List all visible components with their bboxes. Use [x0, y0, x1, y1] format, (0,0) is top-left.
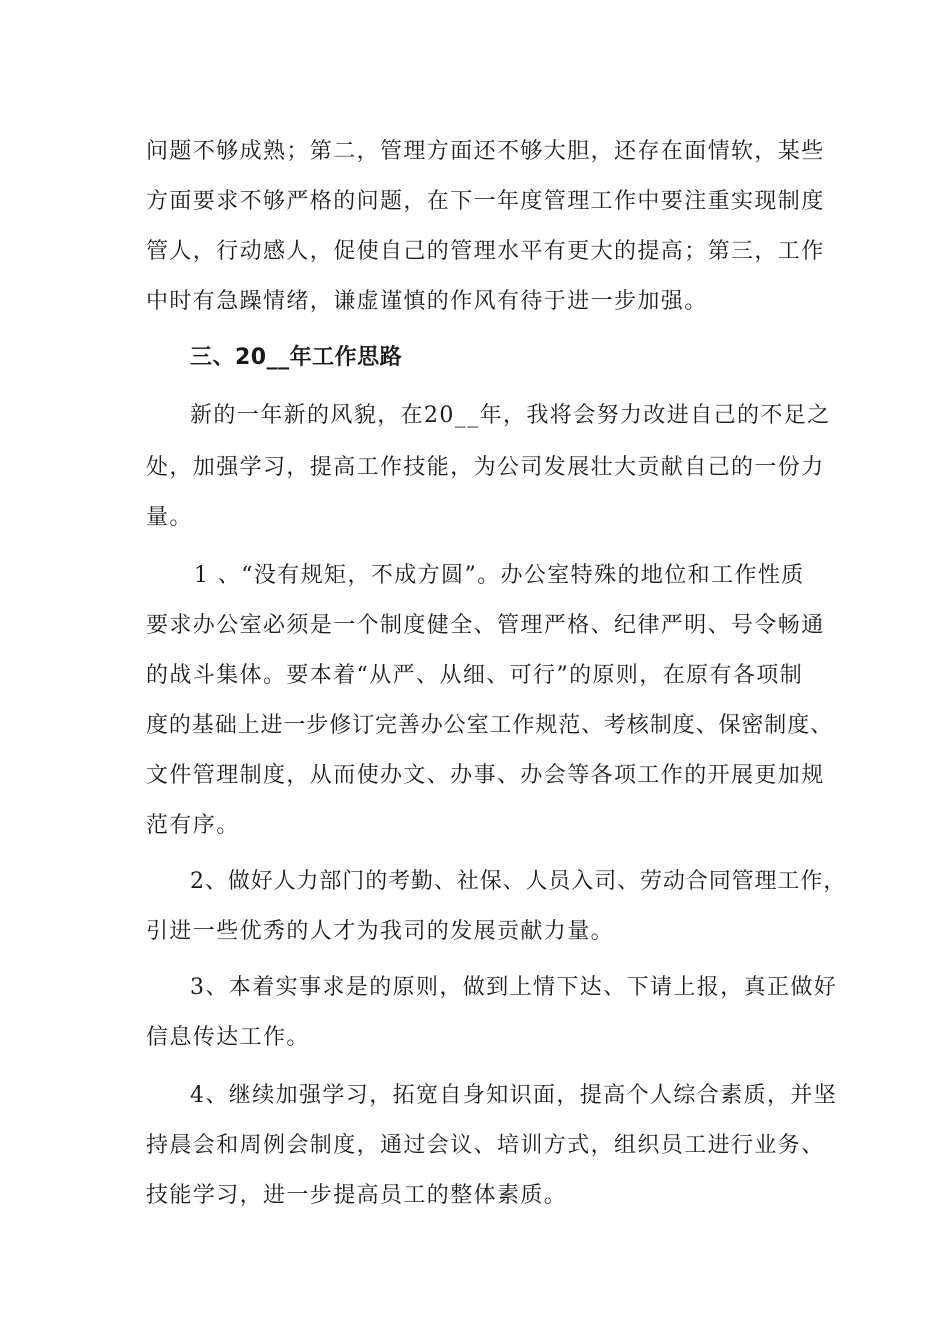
- paragraph-line: 引进一些优秀的人才为我司的发展贡献力量。: [146, 919, 615, 944]
- paragraph-line: 新的一年新的风貌，在20__年，我将会努力改进自己的不足之: [190, 403, 831, 428]
- paragraph-line: 方面要求不够严格的问题，在下一年度管理工作中要注重实现制度: [146, 189, 825, 214]
- paragraph-line: 1 、“没有规矩，不成方圆”。办公室特殊的地位和工作性质: [194, 563, 805, 588]
- paragraph-line: 信息传达工作。: [146, 1025, 310, 1050]
- paragraph-line: 管人，行动感人，促使自己的管理水平有更大的提高；第三，工作: [146, 239, 825, 264]
- paragraph-line: 中时有急躁情绪，谦虚谨慎的作风有待于进一步加强。: [146, 289, 708, 314]
- paragraph-line: 技能学习，进一步提高员工的整体素质。: [146, 1183, 568, 1208]
- section-heading: 三、20__年工作思路: [190, 345, 403, 370]
- paragraph-line: 持晨会和周例会制度，通过会议、培训方式，组织员工进行业务、: [146, 1133, 825, 1158]
- paragraph-line: 处，加强学习，提高工作技能，为公司发展壮大贡献自己的一份力: [146, 455, 825, 480]
- paragraph-line: 范有序。: [146, 813, 240, 838]
- paragraph-line: 的战斗集体。要本着“从严、从细、可行”的原则，在原有各项制: [146, 663, 804, 688]
- paragraph-line: 度的基础上进一步修订完善办公室工作规范、考核制度、保密制度、: [146, 713, 834, 738]
- paragraph-line: 3、本着实事求是的原则，做到上情下达、下请上报，真正做好: [190, 975, 838, 1000]
- paragraph-line: 问题不够成熟；第二，管理方面还不够大胆，还存在面情软，某些: [146, 139, 825, 164]
- paragraph-line: 2、做好人力部门的考勤、社保、人员入司、劳动合同管理工作，: [190, 869, 847, 894]
- paragraph-line: 量。: [146, 505, 193, 530]
- paragraph-line: 4、继续加强学习，拓宽自身知识面，提高个人综合素质，并坚: [190, 1083, 838, 1108]
- paragraph-line: 要求办公室必须是一个制度健全、管理严格、纪律严明、号令畅通: [146, 613, 825, 638]
- paragraph-line: 文件管理制度，从而使办文、办事、办会等各项工作的开展更加规: [146, 763, 825, 788]
